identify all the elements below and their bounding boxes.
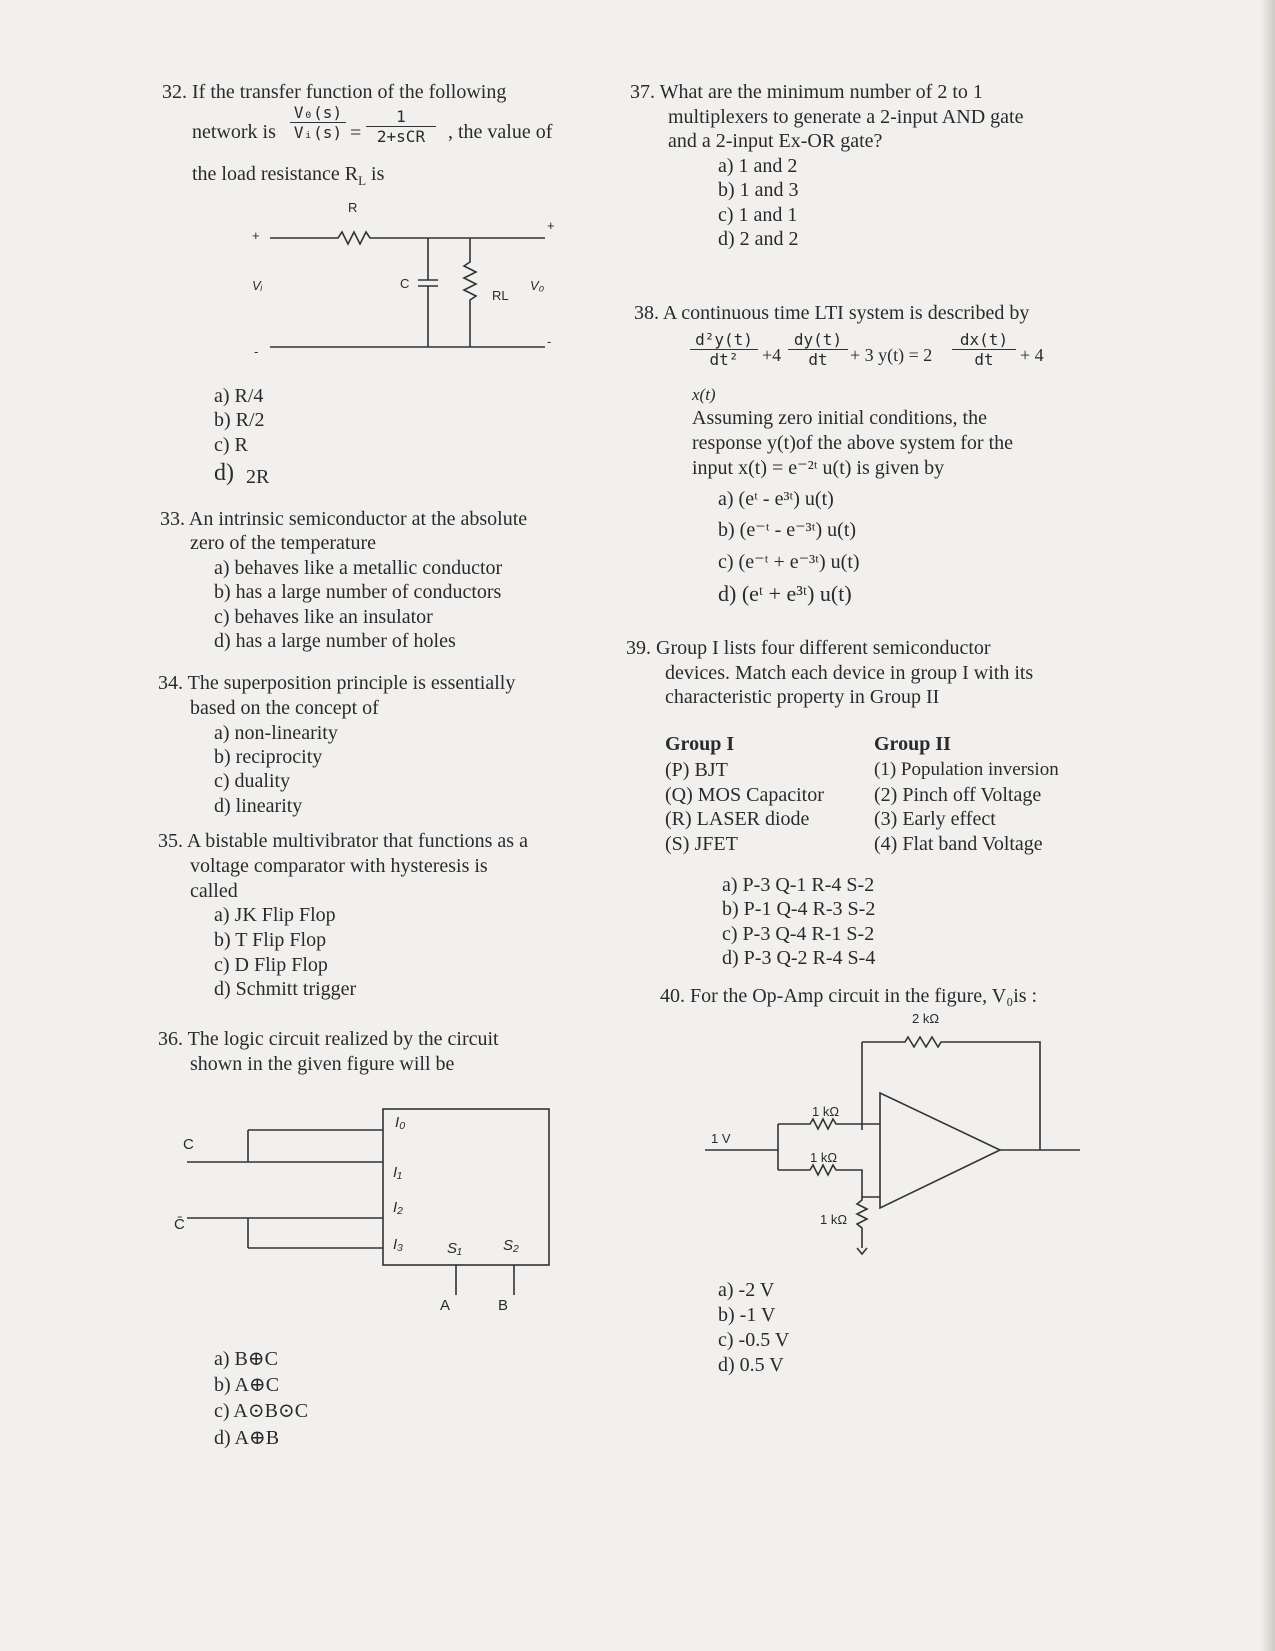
option-d: d) 2 and 2 — [718, 228, 799, 250]
option-a: a) R/4 — [214, 385, 264, 407]
option-b: b) (e⁻ᵗ - e⁻³ᵗ) u(t) — [718, 519, 857, 541]
load-text-end: is — [366, 163, 385, 185]
question-35-text-3: called — [190, 880, 238, 902]
option-d: d) Schmitt trigger — [214, 978, 357, 1000]
frac1-den: dt² — [690, 349, 758, 369]
option-c: c) A⊙B⊙C — [214, 1400, 309, 1422]
option-b: b) P-1 Q-4 R-3 S-2 — [722, 898, 876, 920]
question-33-text-2: zero of the temperature — [190, 532, 377, 554]
question-34-text-2: based on the concept of — [190, 697, 379, 719]
group-2-item: (3) Early effect — [874, 808, 996, 830]
frac3-den: dt — [952, 349, 1016, 369]
question-32-value-of: , the value of — [448, 121, 553, 143]
rhs-denominator: 2+sCR — [366, 126, 436, 146]
question-33-text: 33. An intrinsic semiconductor at the absolute — [160, 508, 528, 530]
question-38-text-5: input x(t) = e⁻²ᵗ u(t) is given by — [692, 457, 945, 479]
option-d: d) (eᵗ + e³ᵗ) u(t) — [718, 581, 852, 606]
option-b: b) -1 V — [718, 1304, 776, 1326]
option-d: d) 0.5 V — [718, 1354, 784, 1376]
question-34-text: 34. The superposition principle is essentially — [158, 672, 516, 694]
input-resistors — [705, 1119, 880, 1197]
question-35-text: 35. A bistable multivibrator that functions as a — [158, 830, 528, 852]
frac2-den: dt — [788, 349, 848, 369]
question-38-text-3: Assuming zero initial conditions, the — [692, 407, 987, 429]
r1-label: 1 kΩ — [812, 1104, 840, 1119]
option-a: a) 1 and 2 — [718, 155, 798, 177]
option-a: a) -2 V — [718, 1279, 775, 1301]
option-a: a) (eᵗ - e³ᵗ) u(t) — [718, 488, 834, 510]
option-d-value: 2R — [246, 466, 270, 488]
r2-label: 1 kΩ — [810, 1150, 838, 1165]
question-39-text-2: devices. Match each device in group I with its — [665, 662, 1034, 684]
mux-S1-label: S₁ — [447, 1240, 462, 1257]
option-b: b) A⊕C — [214, 1374, 280, 1396]
feedback-path — [862, 1037, 1040, 1150]
question-32-network-label: network is — [192, 121, 276, 143]
option-c: c) P-3 Q-4 R-1 S-2 — [722, 923, 875, 945]
group-2-item: (1) Population inversion — [874, 759, 1059, 780]
group-1-item: (Q) MOS Capacitor — [665, 784, 824, 806]
vi-label: Vᵢ — [252, 278, 263, 293]
rhs-numerator: 1 — [396, 107, 406, 126]
vo-label: V₀ — [530, 278, 545, 293]
capacitor-C-label: C — [400, 276, 410, 291]
lhs-numerator: V₀(s) — [293, 103, 343, 122]
mux-I1-label: I₁ — [393, 1164, 402, 1181]
lhs-denominator: Vᵢ(s) — [290, 122, 346, 142]
term-plus4: +4 — [762, 345, 782, 365]
question-36-text: 36. The logic circuit realized by the circuit — [158, 1028, 499, 1050]
option-c: c) 1 and 1 — [718, 204, 798, 226]
question-37-text-3: and a 2-input Ex-OR gate? — [668, 130, 883, 152]
rl-label: RL — [492, 288, 509, 303]
option-c: c) D Flip Flop — [214, 954, 328, 976]
mux-C-label: C — [183, 1136, 194, 1153]
mux-I3-label: I₃ — [393, 1236, 404, 1253]
option-d: d) A⊕B — [214, 1427, 280, 1449]
question-36-text-2: shown in the given figure will be — [190, 1053, 455, 1075]
rf-label: 2 kΩ — [912, 1011, 940, 1026]
group-1-item: (P) BJT — [665, 759, 728, 781]
term-xt: x(t) — [692, 385, 716, 404]
input-plus-label: + — [252, 228, 260, 243]
group-1-item: (R) LASER diode — [665, 808, 810, 830]
option-c: c) duality — [214, 770, 291, 792]
group-1-heading: Group I — [665, 733, 735, 755]
page-edge-shadow — [1261, 0, 1275, 1651]
mux-S2-label: S₂ — [503, 1237, 519, 1254]
load-text: the load resistance R — [192, 163, 359, 185]
mux-A-label: A — [440, 1297, 451, 1314]
option-a: a) P-3 Q-1 R-4 S-2 — [722, 874, 875, 896]
question-38-text-4: response y(t)of the above system for the — [692, 432, 1014, 454]
mux-I0-label: I₀ — [395, 1114, 406, 1131]
question-38-text: 38. A continuous time LTI system is described by — [634, 302, 1030, 324]
option-b: b) has a large number of conductors — [214, 581, 502, 603]
load-sub: L — [358, 173, 367, 188]
option-c: c) R — [214, 434, 248, 456]
frac2-num: dy(t) — [793, 330, 843, 349]
term-plus4b: + 4 — [1020, 345, 1044, 365]
group-1-item: (S) JFET — [665, 833, 738, 855]
mux-Cbar-label: C̄ — [174, 1216, 185, 1233]
option-c: c) -0.5 V — [718, 1329, 790, 1351]
term-3y: + 3 y(t) = 2 — [850, 345, 933, 365]
option-b: b) R/2 — [214, 409, 265, 431]
option-d: d) has a large number of holes — [214, 630, 456, 652]
mux-I2-label: I₂ — [393, 1199, 403, 1216]
output-plus-label: + — [547, 218, 555, 233]
question-39-text-3: characteristic property in Group II — [665, 686, 940, 708]
question-37-text-2: multiplexers to generate a 2-input AND gate — [668, 106, 1024, 128]
group-2-item: (4) Flat band Voltage — [874, 833, 1043, 855]
option-a: a) non-linearity — [214, 722, 338, 744]
output-minus-label: - — [547, 334, 552, 349]
option-c: c) (e⁻ᵗ + e⁻³ᵗ) u(t) — [718, 551, 860, 573]
resistor-R-label: R — [348, 200, 358, 215]
vin-label: 1 V — [711, 1131, 731, 1146]
question-39-text: 39. Group I lists four different semiconductor — [626, 637, 991, 659]
option-d: d) — [214, 460, 234, 486]
option-a: a) JK Flip Flop — [214, 904, 336, 926]
ground-resistor — [857, 1197, 867, 1254]
mux-B-label: B — [498, 1297, 509, 1314]
question-32-text: 32. If the transfer function of the following — [162, 81, 507, 103]
frac3-num: dx(t) — [959, 330, 1009, 349]
question-37-text: 37. What are the minimum number of 2 to 1 — [630, 81, 983, 103]
input-minus-label: - — [254, 344, 259, 359]
group-2-heading: Group II — [874, 733, 951, 755]
option-c: c) behaves like an insulator — [214, 606, 433, 628]
option-b: b) T Flip Flop — [214, 929, 327, 951]
question-35-text-2: voltage comparator with hysteresis is — [190, 855, 488, 877]
question-40-text: 40. For the Op-Amp circuit in the figure, V₀is : — [660, 985, 1038, 1007]
option-b: b) 1 and 3 — [718, 179, 799, 201]
option-d: d) linearity — [214, 795, 303, 817]
r3-label: 1 kΩ — [820, 1212, 848, 1227]
option-d: d) P-3 Q-2 R-4 S-4 — [722, 947, 876, 969]
equals-sign: = — [350, 122, 362, 144]
group-2-item: (2) Pinch off Voltage — [874, 784, 1042, 806]
option-a: a) B⊕C — [214, 1348, 278, 1370]
option-a: a) behaves like a metallic conductor — [214, 557, 503, 579]
frac1-num: d²y(t) — [695, 330, 753, 349]
opamp-triangle — [880, 1093, 1000, 1208]
option-b: b) reciprocity — [214, 746, 323, 768]
